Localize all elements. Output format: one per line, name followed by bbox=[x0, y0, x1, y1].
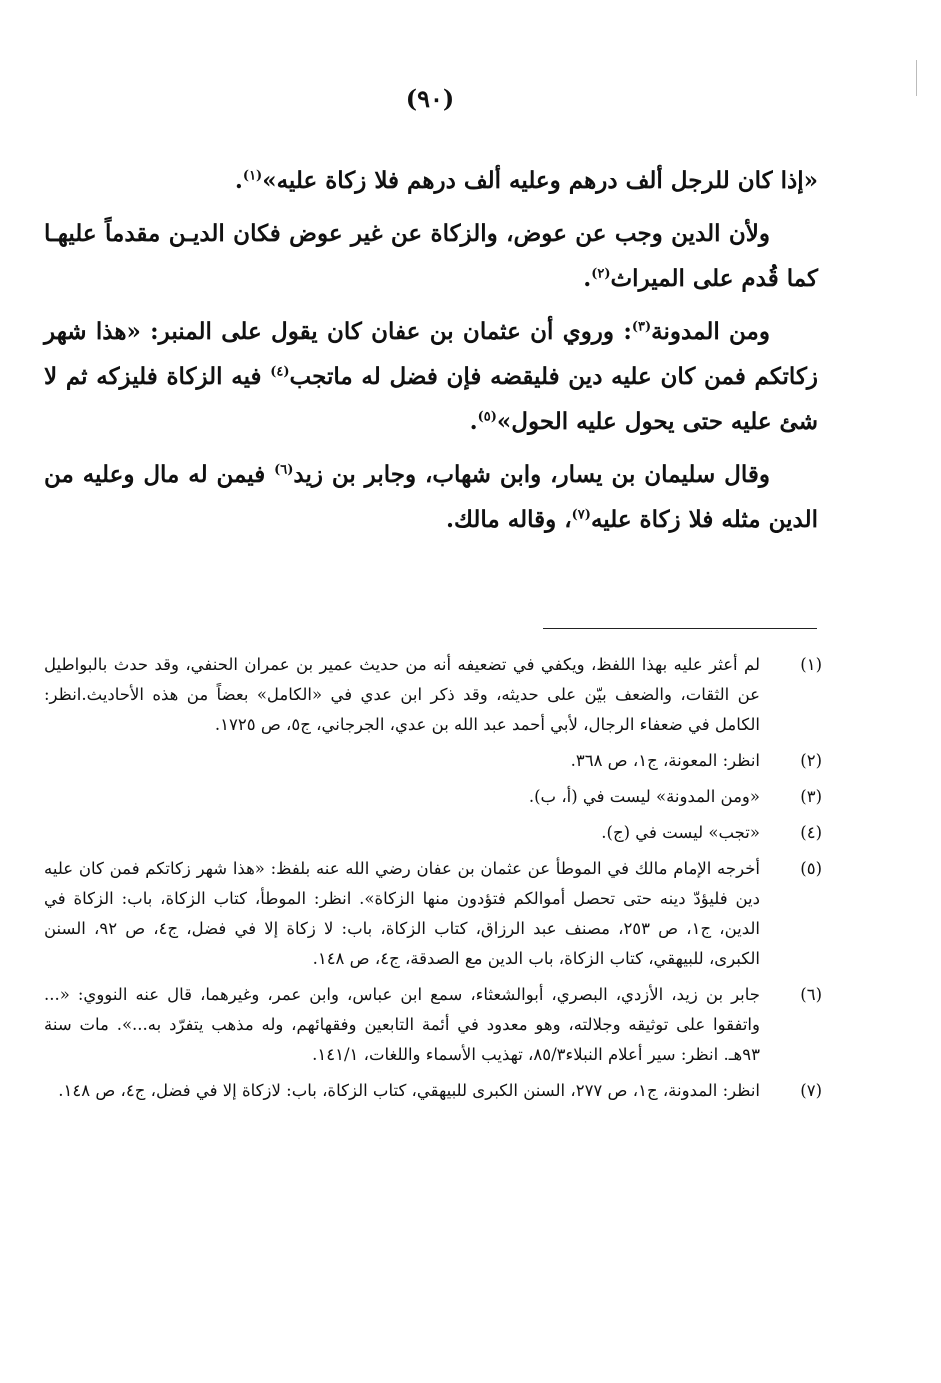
paragraph-text: . bbox=[469, 408, 478, 435]
main-text bbox=[44, 158, 818, 550]
paragraph-text: «إذا كان للرجل ألف درهم وعليه ألف درهم فلا زكاة عليه» bbox=[262, 167, 818, 194]
footnote-2 bbox=[44, 746, 822, 776]
footnote-ref: (٧) bbox=[571, 507, 591, 523]
paragraph-text: فيه الزكاة فليزكه ثم لا شئ عليه حتى يحول عليه الحول» bbox=[44, 363, 818, 435]
scan-margin-mark bbox=[916, 60, 917, 96]
footnote-text: أخرجه الإمام مالك في الموطأ عن عثمان بن عفان رضي الله عنه بلفظ: «هذا شهر زكاتكم فمن كان عليه دين فليؤدّ دينه حتى تحصل أموالكم فتؤدون منها الزكاة». انظر: الموطأ، كتاب الزكاة، باب: الزكاة في الدين، ج١، ص ٢٥٣، مصنف عبد الرزاق، كتاب الزكاة، باب: لا زكاة إلا في فضل، ج٤، ص ٩٢، السنن الكبرى، للبيهقي، كتاب الزكاة، باب الدين مع الصدقة، ج٤، ص ١٤٨. bbox=[44, 859, 760, 968]
footnote-text: لم أعثر عليه بهذا اللفظ، ويكفي في تضعيفه أنه من حديث عمير بن عمران الحنفي، وقد حدث بالبواطيل عن الثقات، والضعف بيّن على حديثه، وقد ذكر ابن عدي في «الكامل» بعضاً من هذه الأحاديث.انظر: الكامل في ضعفاء الرجال، لأبي أحمد عبد الله بن عدي، الجرجاني، ج٥، ص ١٧٢٥. bbox=[44, 655, 760, 734]
footnote-number: (٢) bbox=[800, 751, 822, 770]
footnote-number: (٤) bbox=[800, 823, 822, 842]
footnote-ref: (٤) bbox=[270, 364, 290, 380]
footnote-text: «ومن المدونة» ليست في (أ، ب). bbox=[528, 787, 760, 806]
paragraph-text: . bbox=[583, 265, 592, 292]
footnote-6 bbox=[44, 980, 822, 1070]
footnote-ref: (٦) bbox=[274, 462, 294, 478]
paragraph-text: فيمن له مال وعليه من الدين مثله فلا زكاة عليه bbox=[44, 461, 818, 533]
footnote-text: جابر بن زيد، الأزدي، البصري، أبوالشعثاء، سمع ابن عباس، وابن عمر، وغيرهما، قال عنه النووي: «... واتفقوا على توثيقه وجلالته، وهو معدود في أئمة التابعين وفقهائهم، وله مذهب يتفرّد به...». مات سنة ٩٣هـ. انظر: سير أعلام النبلاء٨٥/٣، تهذيب الأسماء واللغات، ١٤١/١. bbox=[44, 985, 760, 1064]
paragraph-3 bbox=[44, 309, 818, 444]
paragraph-2 bbox=[44, 211, 818, 301]
paragraph-text: وقال سليمان بن يسار، وابن شهاب، وجابر بن زيد bbox=[293, 461, 771, 488]
footnote-ref: (٥) bbox=[477, 409, 497, 425]
paragraph-text: ومن المدونة bbox=[651, 318, 770, 345]
paragraph-text: ، وقاله مالك. bbox=[446, 506, 572, 533]
footnote-5 bbox=[44, 854, 822, 974]
footnotes bbox=[44, 650, 822, 1112]
footnote-4 bbox=[44, 818, 822, 848]
footnote-number: (٥) bbox=[800, 859, 822, 878]
paragraph-text: : وروي أن عثمان بن عفان كان يقول على المنبر: «هذا شهر زكاتكم فمن كان عليه دين فليقضه فإن فضل له ماتجب bbox=[44, 318, 818, 390]
paragraph-text: ولأن الدين وجب عن عوض، والزكاة عن غير عوض فكان الديـن مقدماً عليهـا كما قُدم على الميراث bbox=[44, 220, 818, 292]
paragraph-4 bbox=[44, 452, 818, 542]
page-number: (٩٠) bbox=[405, 84, 455, 113]
footnote-number: (٦) bbox=[800, 985, 822, 1004]
footnote-ref: (٣) bbox=[631, 319, 652, 335]
footnote-1 bbox=[44, 650, 822, 740]
paragraph-1 bbox=[44, 158, 818, 203]
footnote-3 bbox=[44, 782, 822, 812]
footnote-number: (١) bbox=[800, 655, 822, 674]
footnote-text: انظر: المعونة، ج١، ص ٣٦٨. bbox=[570, 751, 760, 770]
footnote-7 bbox=[44, 1076, 822, 1106]
footnote-text: انظر: المدونة، ج١، ص ٢٧٧، السنن الكبرى للبيهقي، كتاب الزكاة، باب: لازكاة إلا في فضل، ج٤، ص ١٤٨. bbox=[58, 1081, 760, 1100]
footnote-number: (٣) bbox=[800, 787, 822, 806]
footnote-separator bbox=[543, 628, 817, 629]
footnote-ref: (٢) bbox=[591, 266, 611, 282]
footnote-text: «تجب» ليست في (ج). bbox=[601, 823, 760, 842]
paragraph-text: . bbox=[234, 167, 243, 194]
footnote-number: (٧) bbox=[800, 1081, 822, 1100]
footnote-ref: (١) bbox=[242, 168, 263, 184]
